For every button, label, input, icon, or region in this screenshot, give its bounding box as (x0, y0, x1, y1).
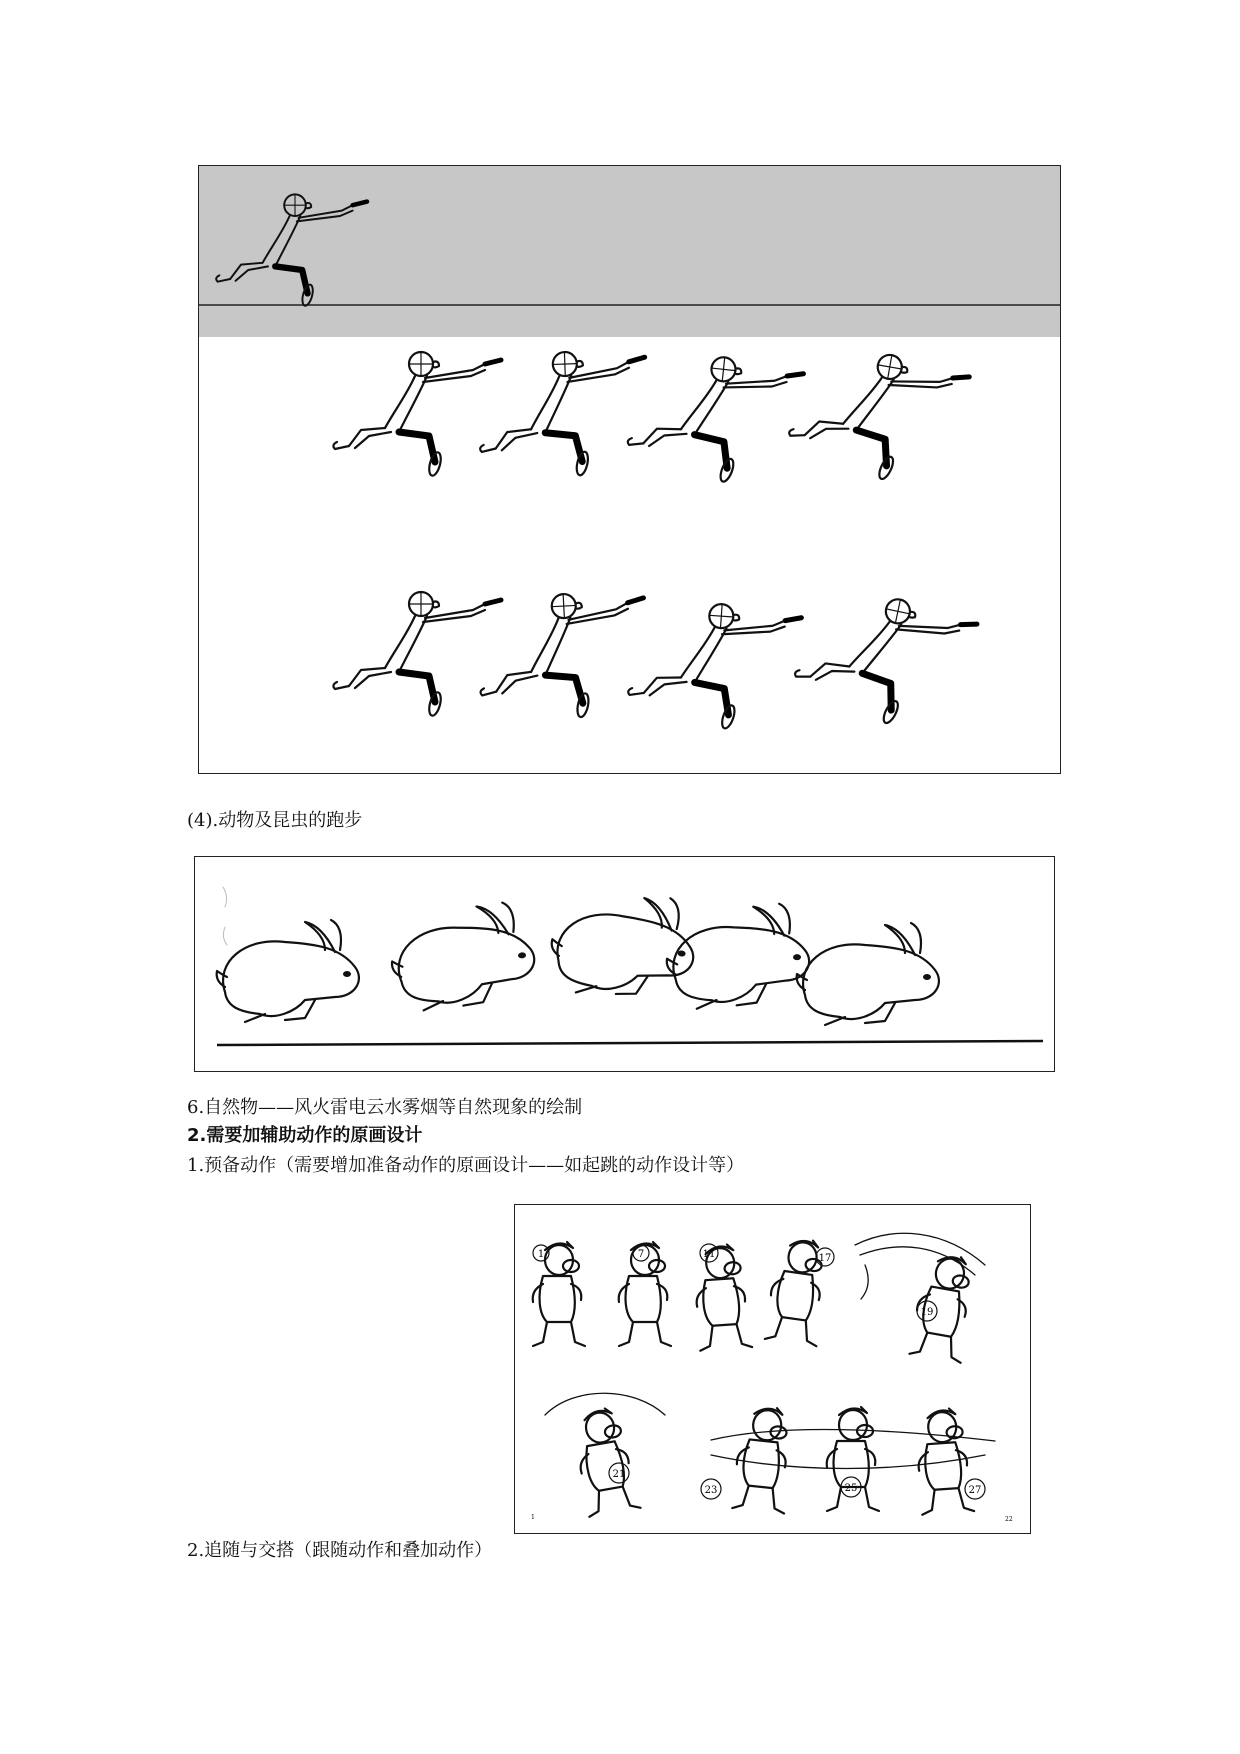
runner-figure (476, 590, 650, 723)
ground-line (217, 1041, 1043, 1045)
caption-animal-run: (4).动物及昆虫的跑步 (187, 810, 363, 831)
frame-number-label (701, 1479, 721, 1499)
svg-text:27: 27 (968, 1485, 982, 1496)
svg-text:17: 17 (818, 1253, 832, 1264)
frame-number-label (816, 1248, 834, 1266)
svg-text:11: 11 (702, 1249, 716, 1260)
cartoon-frame (827, 1407, 879, 1511)
svg-text:23: 23 (704, 1485, 718, 1496)
runner-figure (333, 592, 501, 717)
caption-natural: 6.自然物——风火雷电云水雾烟等自然现象的绘制 (187, 1097, 583, 1118)
frame-number-label (700, 1244, 718, 1262)
rabbit-frame (797, 923, 939, 1025)
corner-mark: 1 (531, 1514, 535, 1521)
human-run-figure (198, 165, 1061, 774)
cartoon-frame (909, 1251, 979, 1362)
rabbit-frame (217, 920, 359, 1022)
runner-figure (789, 581, 979, 738)
runner-figure (477, 349, 649, 480)
runner-figure (784, 340, 971, 492)
corner-mark: 22 (1005, 1516, 1013, 1523)
rabbit-run-figure (194, 856, 1055, 1072)
cartoon-frame (571, 1405, 641, 1516)
svg-text:7: 7 (637, 1249, 645, 1260)
cartoon-frame (619, 1242, 671, 1346)
rabbit-frame (388, 901, 537, 1013)
anticipation-figure (514, 1204, 1031, 1534)
rabbit-frame (548, 888, 699, 1002)
cartoon-frame (915, 1407, 974, 1514)
frame-number-label (609, 1463, 629, 1483)
svg-text:21: 21 (612, 1469, 626, 1480)
svg-text:1: 1 (537, 1249, 545, 1260)
frame-number-label (965, 1479, 985, 1499)
runner-figure (625, 348, 805, 490)
frame-number-label (633, 1245, 649, 1261)
runner-figure (333, 352, 501, 477)
caption-anticipation: 1.预备动作（需要增加准备动作的原画设计——如起跳的动作设计等） (187, 1155, 745, 1176)
cartoon-frame (732, 1405, 795, 1514)
rabbit-frame (665, 903, 811, 1010)
svg-text:19: 19 (920, 1307, 934, 1318)
svg-text:25: 25 (844, 1483, 858, 1494)
frame-number-label (917, 1301, 937, 1321)
runner-figure (626, 598, 802, 734)
caption-follow-through: 2.追随与交搭（跟随动作和叠加动作） (187, 1540, 493, 1561)
heading-aux-action: 2.需要加辅助动作的原画设计 (187, 1125, 423, 1146)
